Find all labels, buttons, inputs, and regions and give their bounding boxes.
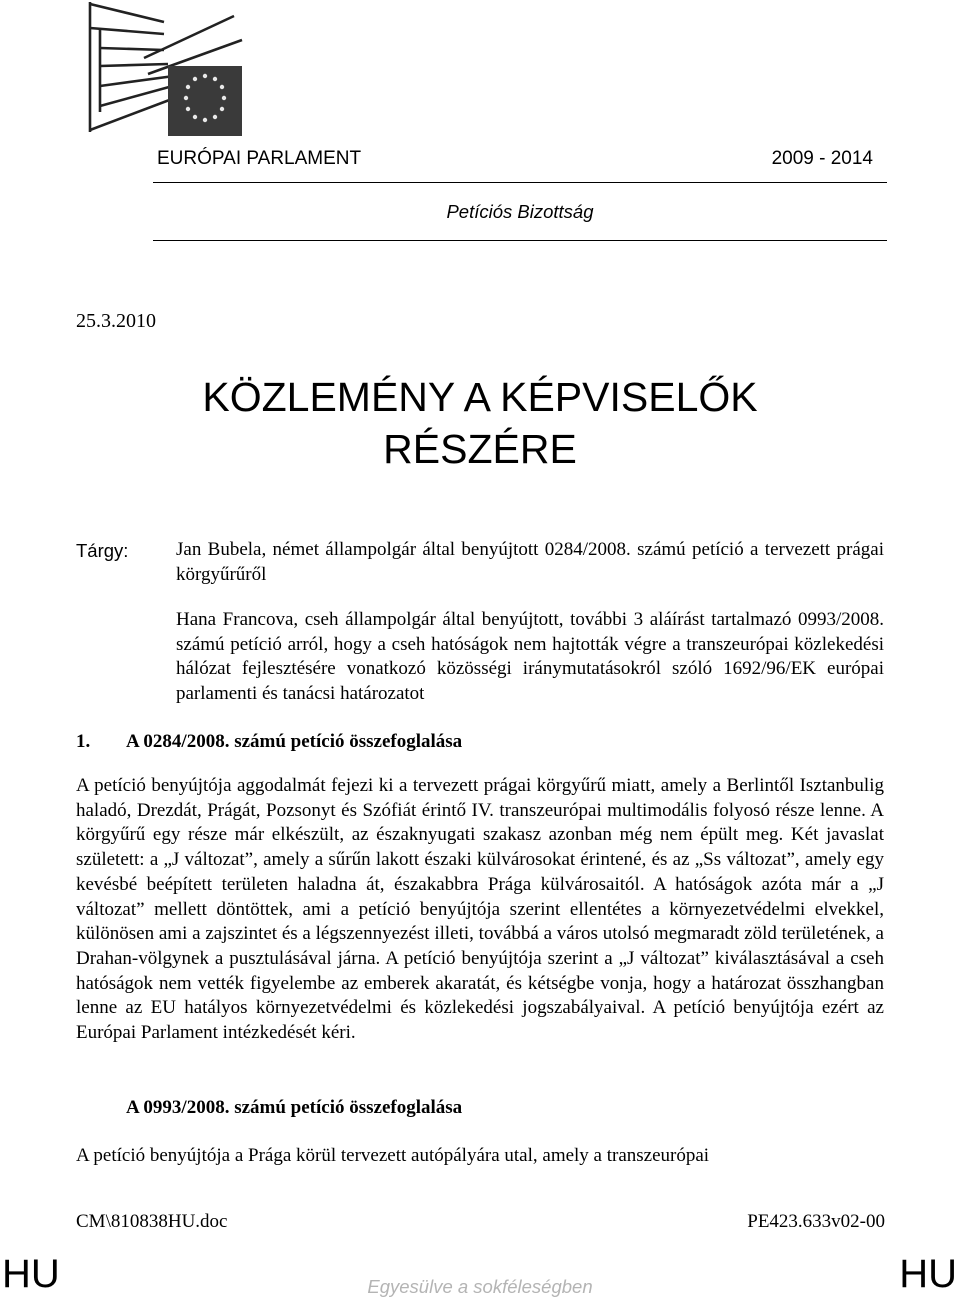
document-reference: CM\810838HU.doc bbox=[76, 1211, 228, 1232]
institution-name: EURÓPAI PARLAMENT bbox=[157, 148, 362, 169]
footer-motto: Egyesülve a sokféleségben bbox=[367, 1276, 593, 1297]
page-title bbox=[100, 371, 860, 475]
subject-item-1: Jan Bubela, német állampolgár által benyújtott 0284/2008. számú petíció a tervezett prágai körgyűrűről bbox=[176, 539, 884, 585]
european-parliament-logo bbox=[84, 0, 244, 140]
section-1-body: A petíció benyújtója aggodalmát fejezi ki a tervezett prágai körgyűrű miatt, amely a Berlintől Isztanbulig haladó, Drezdát, Prágát, Pozsonyt és Szófiát érintő IV. transzeurópai multimodális folyosó része lenne. A körgyűrű egy része már elkészült, az északnyugati szakasz azonban még nem épült meg. Két javaslat született: a „J változat”, amely a sűrűn lakott északi külvárosokat érintené, és az „Ss változat”, amely egy kevésbé beépített területen haladna át, északabbra Prága külvárosaitól. A hatóságok azóta már a „J változat” mellett döntöttek, ami a petíció benyújtója szerint ellentétes a környezetvédelmi elvekkel, különösen ami a zajszintet és a légszennyezést illeti, továbbá a város utolsó megmaradt zöld területének, a Drahan-völgynek a pusztulásával járna. A petíció benyújtója szerint a „J változat” kiválasztásával a cseh hatóságok nem vették figyelembe az emberek akaratát, és kétségbe vonja, hogy a határozat összhangban lenne az EU hatályos környezetvédelmi és közlekedési jogszabályaival. A petíció benyújtója ezért az Európai Parlament intézkedését kéri. bbox=[76, 775, 884, 1044]
parliamentary-term: 2009 - 2014 bbox=[771, 148, 873, 169]
header-rule-top bbox=[153, 182, 887, 183]
section-1-heading: A 0284/2008. számú petíció összefoglalása bbox=[126, 731, 463, 752]
title-line-1: KÖZLEMÉNY A KÉPVISELŐK bbox=[202, 374, 758, 420]
document-date: 25.3.2010 bbox=[76, 310, 156, 332]
section-2-heading: A 0993/2008. számú petíció összefoglalása bbox=[126, 1097, 463, 1118]
subject-label: Tárgy: bbox=[76, 540, 129, 561]
section-1-number: 1. bbox=[76, 731, 91, 752]
title-line-2: RÉSZÉRE bbox=[383, 426, 577, 472]
language-code-right: HU bbox=[899, 1252, 957, 1296]
section-2-body: A petíció benyújtója a Prága körül tervezett autópályára utal, amely a transzeurópai bbox=[76, 1145, 710, 1166]
language-code-left: HU bbox=[2, 1252, 60, 1296]
committee-name: Petíciós Bizottság bbox=[446, 201, 594, 222]
pe-reference: PE423.633v02-00 bbox=[747, 1211, 885, 1232]
header-rule-bottom bbox=[153, 240, 887, 241]
subject-item-2: Hana Francova, cseh állampolgár által benyújtott, további 3 aláírást tartalmazó 0993/2008. számú petíció arról, hogy a cseh hatóságok nem hajtották végre a transzeurópai közlekedési hálózat fejlesztésére vonatkozó közösségi iránymutatásokról szóló 1692/96/EK európai parlamenti és tanácsi határozatot bbox=[176, 609, 884, 705]
